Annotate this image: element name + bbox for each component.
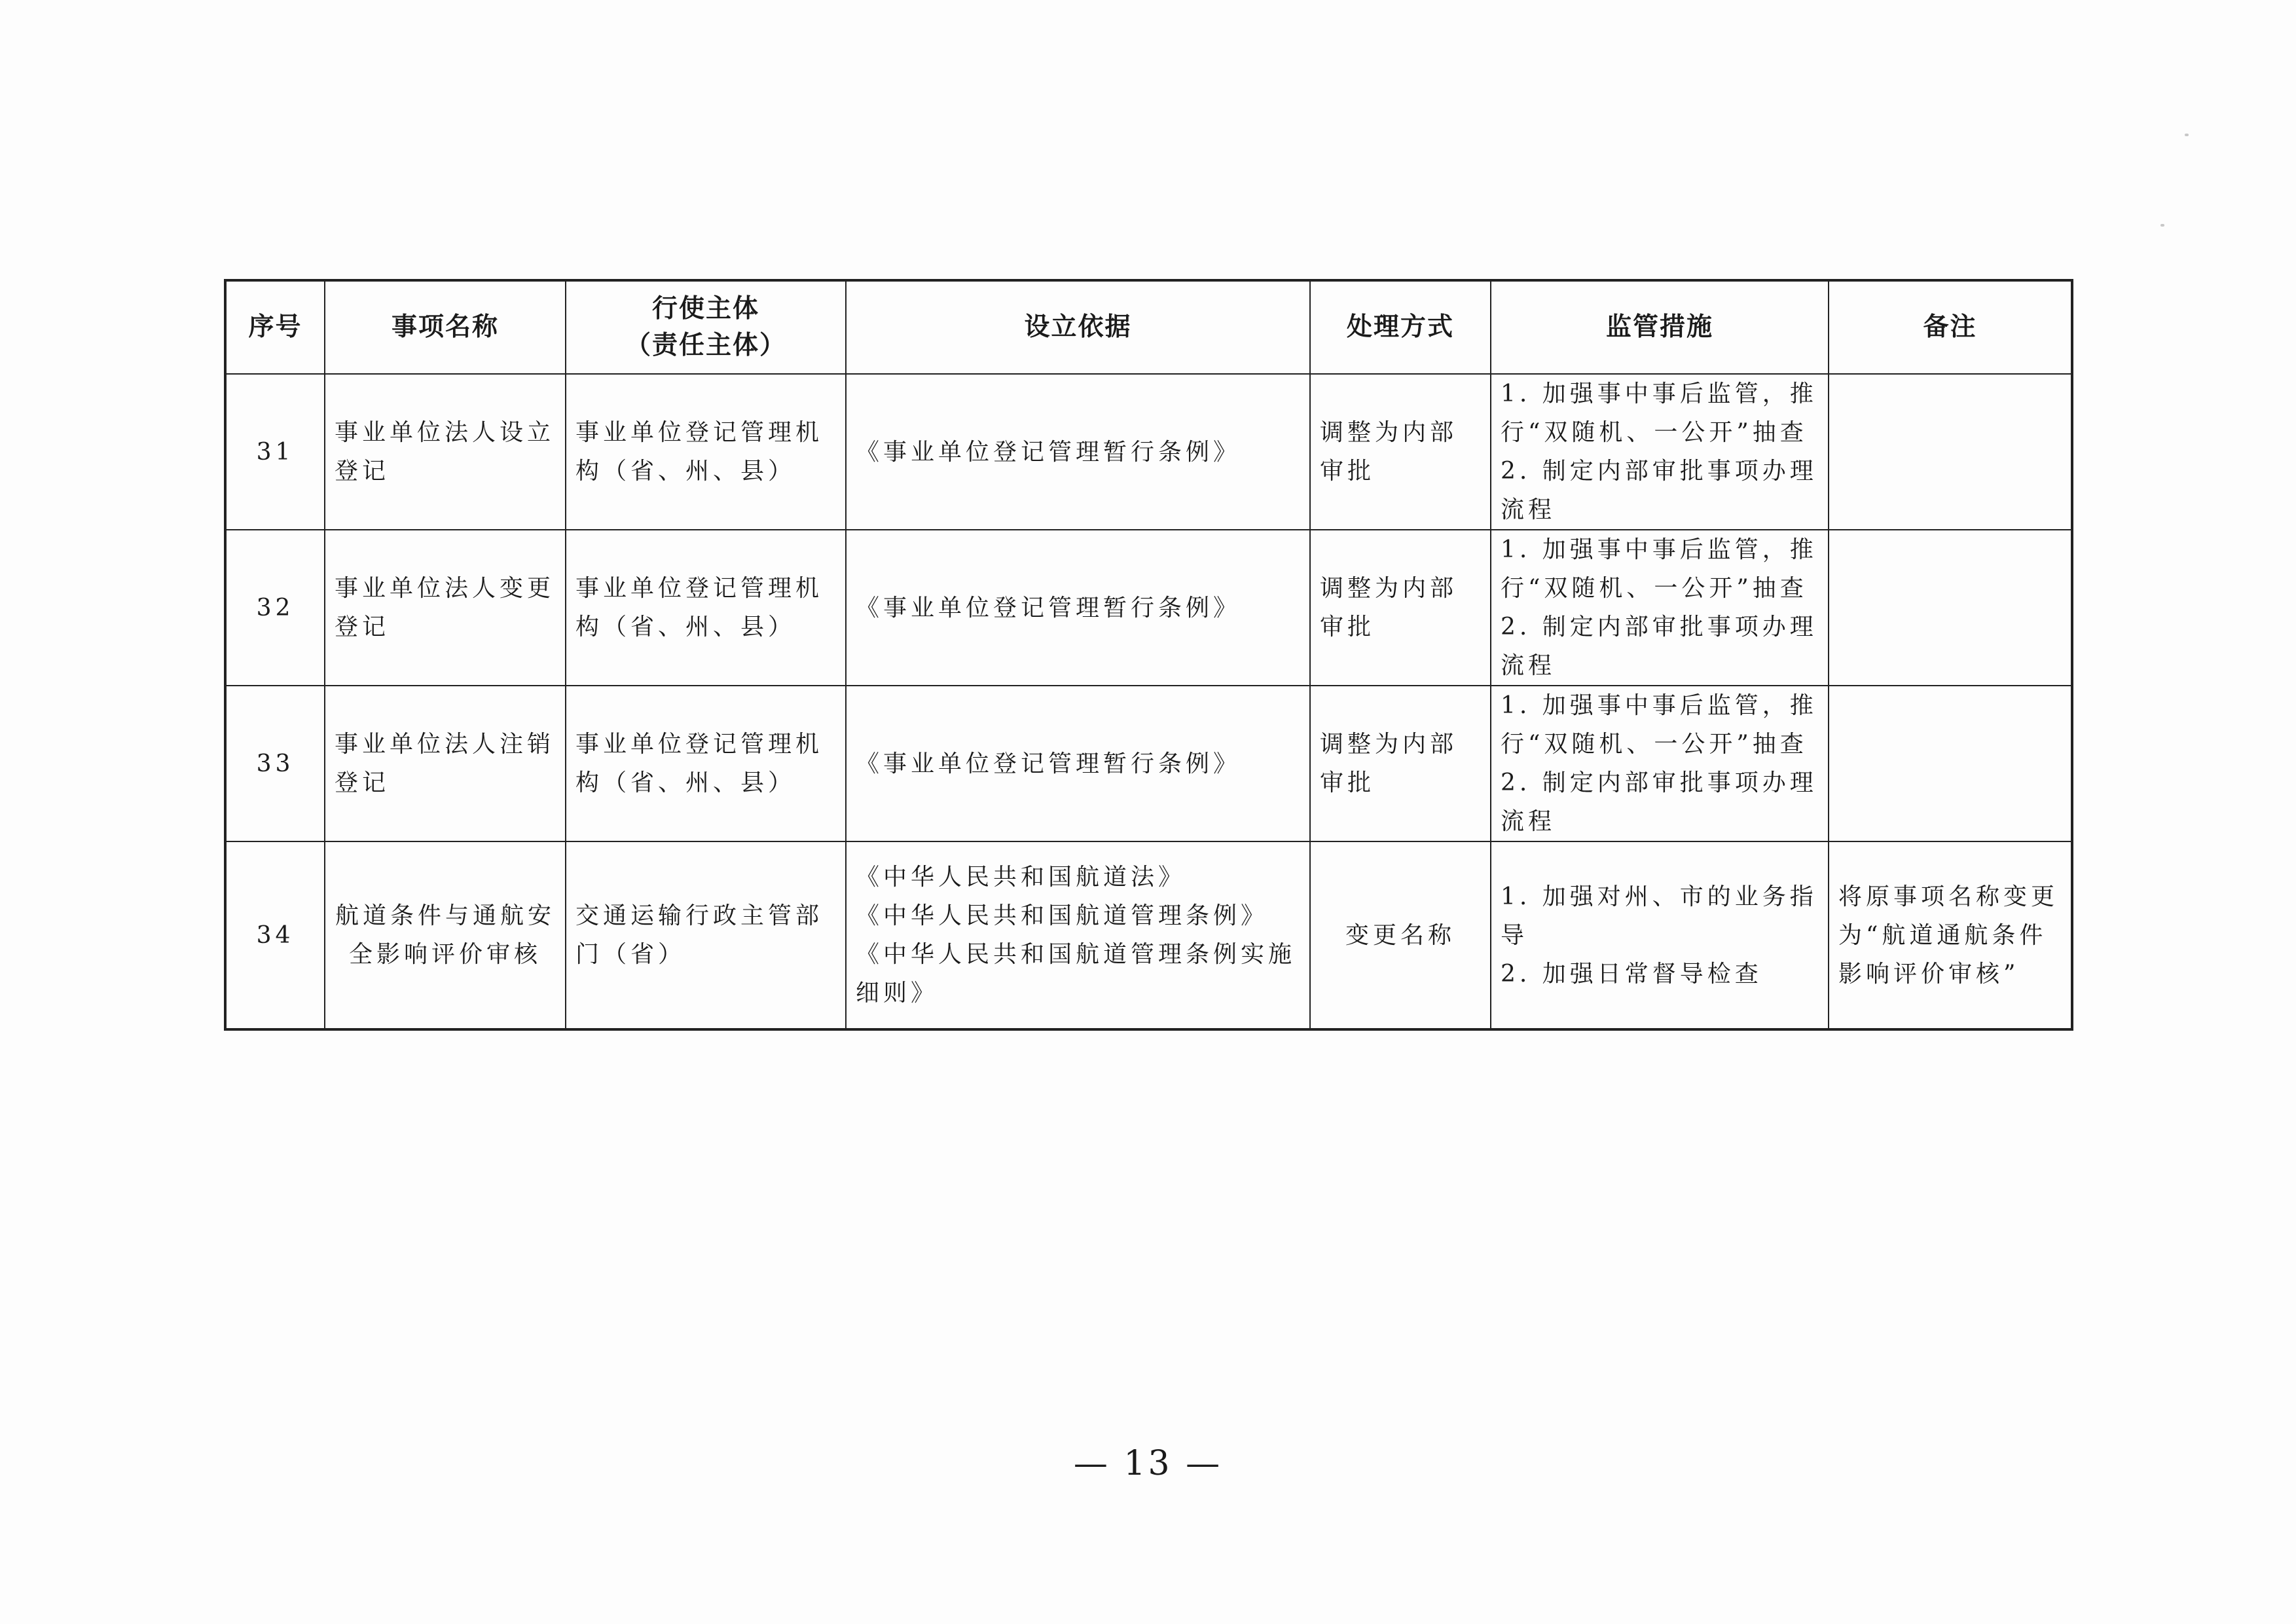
scan-speck [2160, 224, 2164, 227]
basis-line: 《事业单位登记管理暂行条例》 [856, 750, 1241, 777]
cell-basis [846, 841, 1310, 1029]
cell-handling: 调整为内部审批 [1310, 374, 1491, 530]
cell-subject: 事业单位登记管理机构（省、州、县） [566, 530, 846, 686]
measure-line: 1. 加强事中事后监管，推行“双随机、一公开”抽查 [1501, 380, 1817, 446]
cell-handling: 调整为内部审批 [1310, 686, 1491, 841]
header-subject [566, 280, 846, 374]
cell-measures [1491, 686, 1829, 841]
cell-no: 33 [225, 686, 325, 841]
basis-line: 《中华人民共和国航道管理条例实施细则》 [856, 941, 1296, 1006]
table-row [225, 374, 2072, 530]
cell-no: 32 [225, 530, 325, 686]
measure-line: 2. 制定内部审批事项办理流程 [1501, 614, 1817, 679]
cell-item-name: 事业单位法人设立登记 [325, 374, 566, 530]
basis-line: 《中华人民共和国航道管理条例》 [856, 902, 1269, 929]
supervision-table [224, 279, 2073, 1031]
scan-speck [2185, 134, 2189, 136]
basis-line: 《中华人民共和国航道法》 [856, 864, 1186, 891]
cell-item-name: 事业单位法人变更登记 [325, 530, 566, 686]
measure-line: 2. 制定内部审批事项办理流程 [1501, 769, 1817, 835]
header-no: 序号 [225, 280, 325, 374]
measure-line: 1. 加强事中事后监管，推行“双随机、一公开”抽查 [1501, 536, 1817, 602]
cell-basis [846, 686, 1310, 841]
measure-line: 2. 制定内部审批事项办理流程 [1501, 458, 1817, 523]
page-number: — 13 — [1073, 1444, 1223, 1483]
header-subject-line2: （责任主体） [625, 331, 786, 360]
header-handling: 处理方式 [1310, 280, 1491, 374]
cell-remarks: 将原事项名称变更为“航道通航条件影响评价审核” [1829, 841, 2072, 1029]
cell-remarks [1829, 530, 2072, 686]
basis-line: 《事业单位登记管理暂行条例》 [856, 438, 1241, 466]
table-row [225, 686, 2072, 841]
cell-measures [1491, 374, 1829, 530]
header-basis: 设立依据 [846, 280, 1310, 374]
measure-line: 1. 加强对州、市的业务指导 [1501, 883, 1817, 949]
cell-remarks [1829, 374, 2072, 530]
measure-line: 1. 加强事中事后监管，推行“双随机、一公开”抽查 [1501, 692, 1817, 758]
header-remarks: 备注 [1829, 280, 2072, 374]
cell-handling: 变更名称 [1310, 841, 1491, 1029]
cell-handling: 调整为内部审批 [1310, 530, 1491, 686]
cell-basis [846, 530, 1310, 686]
header-measures: 监管措施 [1491, 280, 1829, 374]
cell-subject: 事业单位登记管理机构（省、州、县） [566, 374, 846, 530]
table-row [225, 841, 2072, 1029]
cell-measures [1491, 841, 1829, 1029]
cell-no: 31 [225, 374, 325, 530]
table-header-row [225, 280, 2072, 374]
cell-subject: 事业单位登记管理机构（省、州、县） [566, 686, 846, 841]
cell-measures [1491, 530, 1829, 686]
header-item-name: 事项名称 [325, 280, 566, 374]
header-subject-line1: 行使主体 [651, 294, 759, 323]
measure-line: 2. 加强日常督导检查 [1501, 960, 1762, 987]
cell-subject: 交通运输行政主管部门（省） [566, 841, 846, 1029]
basis-line: 《事业单位登记管理暂行条例》 [856, 594, 1241, 621]
table-row [225, 530, 2072, 686]
cell-item-name: 航道条件与通航安全影响评价审核 [325, 841, 566, 1029]
cell-remarks [1829, 686, 2072, 841]
cell-basis [846, 374, 1310, 530]
cell-item-name: 事业单位法人注销登记 [325, 686, 566, 841]
cell-no: 34 [225, 841, 325, 1029]
